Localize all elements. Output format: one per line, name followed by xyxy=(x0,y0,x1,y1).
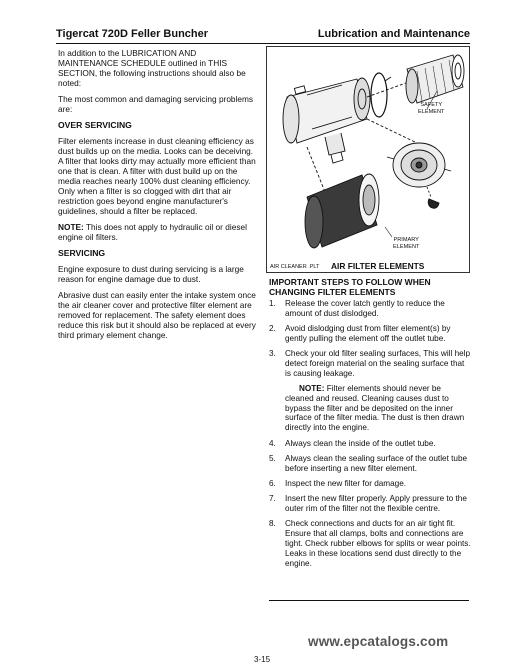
note-paragraph xyxy=(58,222,258,242)
step-item: 2. Avoid dislodging dust from filter element(s) by gently pulling the element off the outlet tube. xyxy=(269,324,451,343)
note-label: NOTE: xyxy=(58,222,84,232)
common-problems-paragraph: The most common and damaging servicing problems are: xyxy=(58,94,254,114)
header-rule xyxy=(56,43,470,44)
step-item: 7. Insert the new filter properly. Apply pressure to the outer rim of the filter not the flexible centre. xyxy=(269,494,467,514)
steps-note-label: NOTE: xyxy=(299,384,325,394)
over-servicing-heading: OVER SERVICING xyxy=(58,120,132,130)
note-text: This does not apply to hydraulic oil or diesel engine oil filters. xyxy=(58,222,247,242)
page-number: 3-15 xyxy=(254,655,271,664)
section-end-rule xyxy=(269,600,469,601)
over-servicing-paragraph: Filter elements increase in dust cleaning efficiency as dust builds up on the media. Looks can be deceiving. A filter that looks dirty may actually more efficient than one that is clean. A filter with dust build up on the media reaches nearly 100% dust cleaning efficiency. Only when a filter is so clogged with dirt that air restriction goes beyond engine manufacturer's guidelines, should a filter be replaced. xyxy=(58,136,256,216)
servicing-paragraph-2: Abrasive dust can easily enter the intake system once the air cleaner cover and protective filter element are removed for replacement. The safety element does reduce this risk but it should also be replaced at every third primary element change. xyxy=(58,290,256,340)
air-filter-figure xyxy=(266,46,470,273)
step-item: 8. Check connections and ducts for an air tight fit. Ensure that all clamps, bolts and connections are tight. Check rubber elbows for splits or wear points. Leaks in these locations send dust directly to the engine. xyxy=(269,519,471,568)
intro-paragraph: In addition to the LUBRICATION AND MAINTENANCE SCHEDULE outlined in THIS SECTION, the following instructions should also be noted: xyxy=(58,48,246,88)
air-cleaner-illustration xyxy=(267,47,471,274)
steps-heading: IMPORTANT STEPS TO FOLLOW WHEN CHANGING FILTER ELEMENTS xyxy=(269,277,431,297)
servicing-paragraph-1: Engine exposure to dust during servicing is a large reason for engine damage due to dust. xyxy=(58,264,244,284)
watermark-link[interactable]: www.epcatalogs.com xyxy=(308,634,449,649)
section-title: Lubrication and Maintenance xyxy=(317,28,470,40)
safety-element-label: SAFETY ELEMENT xyxy=(418,102,445,115)
steps-note-text: Filter elements should never be cleaned and reused. Cleaning causes dust to bypass the filter and be deposited on the inner surface of the filter media. The dust is then drawn directly into the engine. xyxy=(285,384,465,433)
figure-code: AIR CLEANER .PLT xyxy=(270,264,320,270)
step-item: 5. Always clean the sealing surface of the outlet tube before inserting a new filter element. xyxy=(269,453,468,473)
page-header xyxy=(56,28,470,43)
step-item: 4. Always clean the inside of the outlet tube. xyxy=(269,438,436,448)
step-item: 3. Check your old filter sealing surfaces, This will help detect foreign material on the sealing surface that is causing leakage. xyxy=(269,349,471,378)
step-item: 1. Release the cover latch gently to reduce the amount of dust dislodged. xyxy=(269,299,445,318)
document-title: Tigercat 720D Feller Buncher xyxy=(56,28,209,40)
steps-note xyxy=(285,384,471,433)
servicing-heading: SERVICING xyxy=(58,248,106,258)
primary-element-label: PRIMARY ELEMENT xyxy=(393,237,420,250)
left-column xyxy=(58,48,258,346)
step-item: 6. Inspect the new filter for damage. xyxy=(269,478,407,488)
right-column xyxy=(269,277,471,574)
figure-title: AIR FILTER ELEMENTS xyxy=(331,261,425,271)
